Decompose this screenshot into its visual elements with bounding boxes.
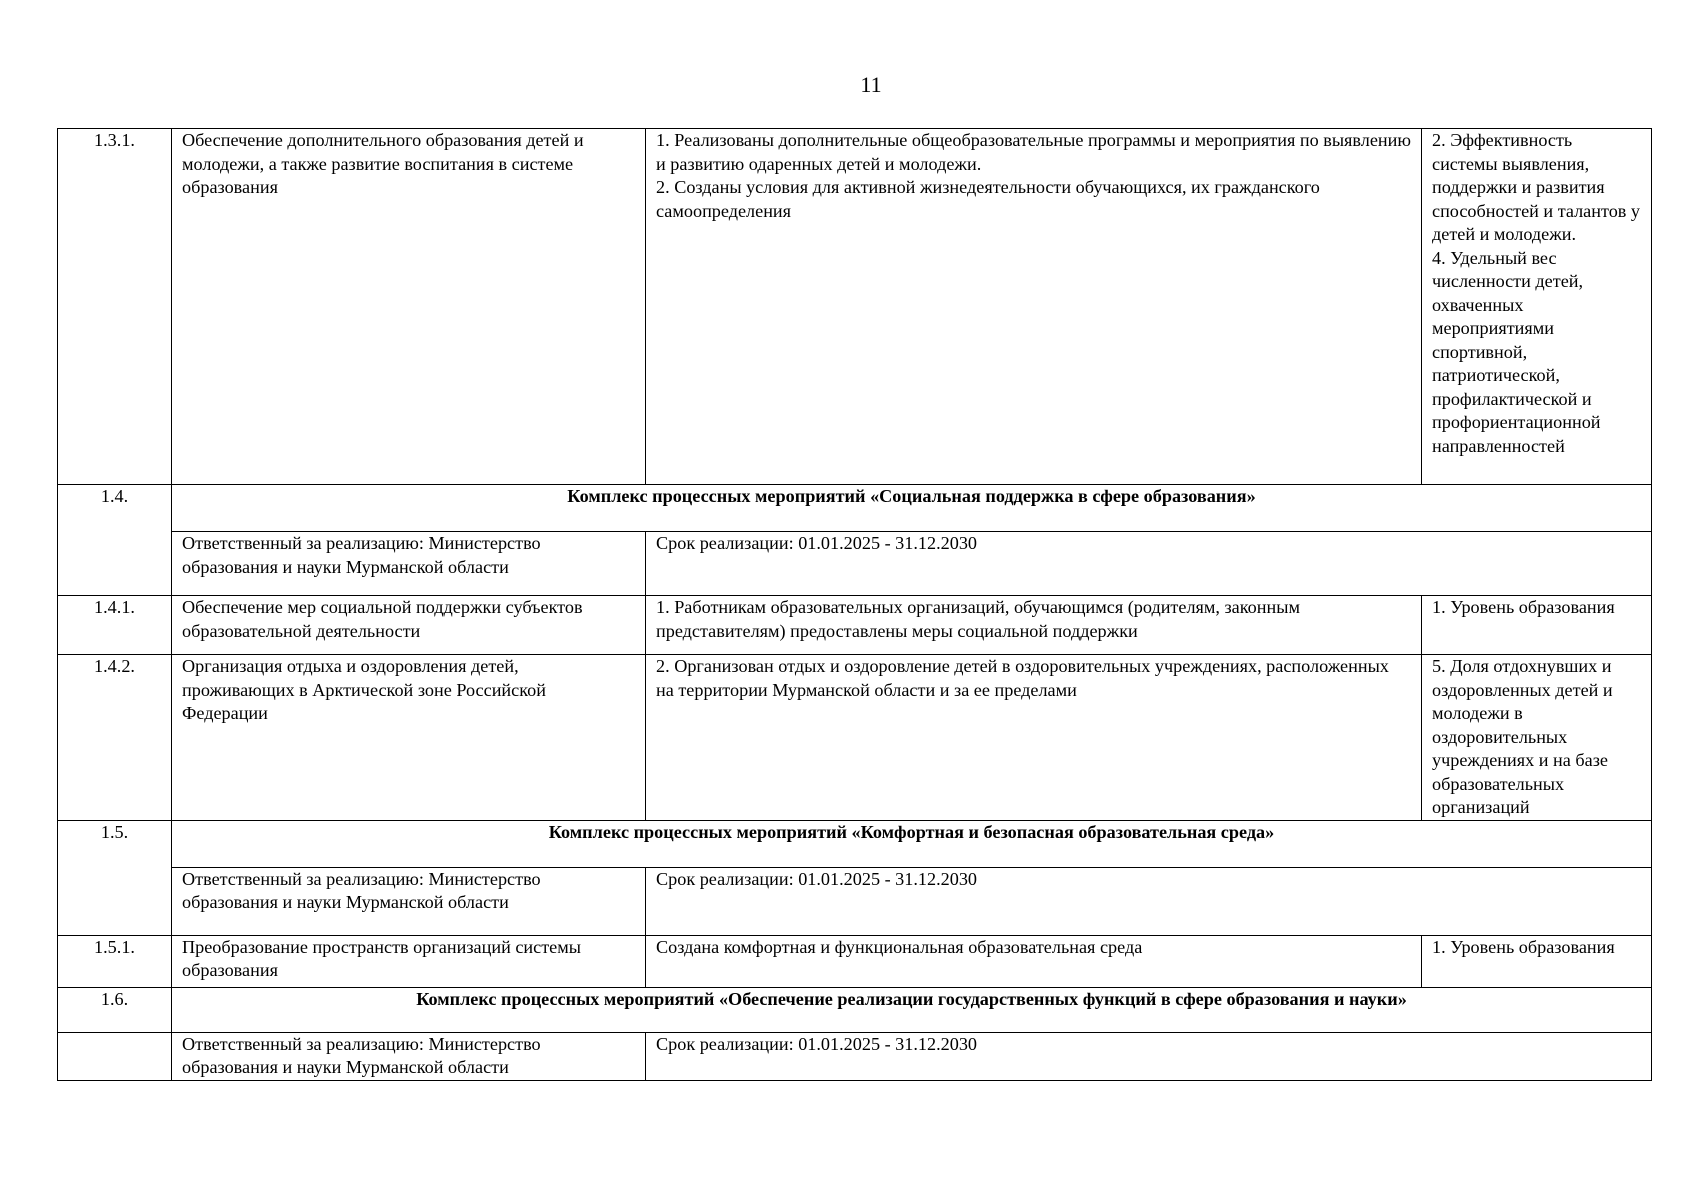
period-cell: Срок реализации: 01.01.2025 - 31.12.2030 xyxy=(646,1032,1652,1080)
task-cell: Преобразование пространств организаций системы образования xyxy=(172,935,646,987)
task-cell: Организация отдыха и оздоровления детей, проживающих в Арктической зоне Российской Федерации xyxy=(172,655,646,821)
responsible-cell: Ответственный за реализацию: Министерство образования и науки Мурманской области xyxy=(172,532,646,596)
period-cell: Срок реализации: 01.01.2025 - 31.12.2030 xyxy=(646,532,1652,596)
responsible-cell: Ответственный за реализацию: Министерство образования и науки Мурманской области xyxy=(172,867,646,935)
measures-table xyxy=(57,128,1652,1081)
row-number: 1.3.1. xyxy=(58,129,172,485)
indicator-cell: 1. Уровень образования xyxy=(1422,935,1652,987)
responsible-row-1-6 xyxy=(58,1032,1652,1080)
row-number: 1.4.1. xyxy=(58,596,172,655)
responsible-cell: Ответственный за реализацию: Министерство образования и науки Мурманской области xyxy=(172,1032,646,1080)
result-item: 2. Созданы условия для активной жизнедеятельности обучающихся, их гражданского самоопределения xyxy=(656,177,1320,221)
empty-number-cell xyxy=(58,1032,172,1080)
result-cell: Создана комфортная и функциональная образовательная среда xyxy=(646,935,1422,987)
section-heading: Комплекс процессных мероприятий «Социальная поддержка в сфере образования» xyxy=(172,485,1652,532)
table-row-1-4-2 xyxy=(58,655,1652,821)
indicator-cell: 5. Доля отдохнувших и оздоровленных детей и молодежи в оздоровительных учреждениях и на базе образовательных организаций xyxy=(1422,655,1652,821)
indicator-item: 2. Эффективность системы выявления, поддержки и развития способностей и талантов у детей и молодежи. xyxy=(1432,130,1641,244)
row-number: 1.4.2. xyxy=(58,655,172,821)
section-heading-row-1-5 xyxy=(58,820,1652,867)
section-heading: Комплекс процессных мероприятий «Комфортная и безопасная образовательная среда» xyxy=(172,820,1652,867)
section-heading-row-1-6 xyxy=(58,987,1652,1032)
indicator-item: 4. Удельный вес численности детей, охваченных мероприятиями спортивной, патриотической, профилактической и профориентационной направленностей xyxy=(1432,247,1601,456)
table-row-1-5-1 xyxy=(58,935,1652,987)
table-row-1-3-1 xyxy=(58,129,1652,485)
section-heading-row-1-4 xyxy=(58,485,1652,532)
row-number: 1.4. xyxy=(58,485,172,596)
indicator-cell: 1. Уровень образования xyxy=(1422,596,1652,655)
page-number: 11 xyxy=(860,72,882,97)
indicators-cell xyxy=(1422,129,1652,485)
period-cell: Срок реализации: 01.01.2025 - 31.12.2030 xyxy=(646,867,1652,935)
responsible-row-1-4 xyxy=(58,532,1652,596)
results-cell xyxy=(646,129,1422,485)
result-cell: 2. Организован отдых и оздоровление детей в оздоровительных учреждениях, расположенных на территории Мурманской области и за ее пределами xyxy=(646,655,1422,821)
row-number: 1.6. xyxy=(58,987,172,1032)
result-cell: 1. Работникам образовательных организаций, обучающимся (родителям, законным представителям) предоставлены меры социальной поддержки xyxy=(646,596,1422,655)
result-item: 1. Реализованы дополнительные общеобразовательные программы и мероприятия по выявлению и развитию одаренных детей и молодежи. xyxy=(656,130,1411,174)
row-number: 1.5. xyxy=(58,820,172,935)
responsible-row-1-5 xyxy=(58,867,1652,935)
section-heading: Комплекс процессных мероприятий «Обеспечение реализации государственных функций в сфере образования и науки» xyxy=(172,987,1652,1032)
task-cell: Обеспечение мер социальной поддержки субъектов образовательной деятельности xyxy=(172,596,646,655)
task-cell: Обеспечение дополнительного образования детей и молодежи, а также развитие воспитания в системе образования xyxy=(172,129,646,485)
table-row-1-4-1 xyxy=(58,596,1652,655)
row-number: 1.5.1. xyxy=(58,935,172,987)
